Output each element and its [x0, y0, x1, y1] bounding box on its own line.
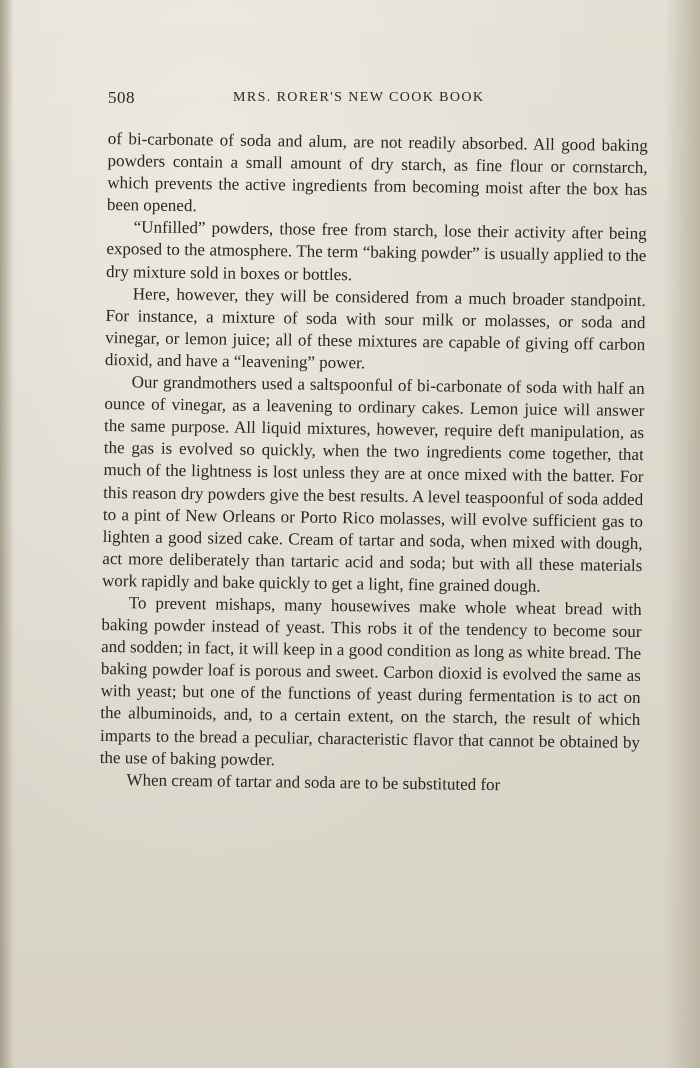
page-header	[108, 88, 648, 110]
paragraph-continued: of bi-carbonate of soda and alum, are not readily absorbed. All good baking powders contain a small amount of dry starch, as fine flour or cornstarch, which prevents the active ingredients from becoming moist after the box has been opened.	[106, 128, 648, 216]
page-edge-shadow	[664, 0, 700, 1068]
paragraph: Our grandmothers used a saltspoonful of bi-carbonate of soda with half an ounce of vinegar, as a leavening to ordinary cakes. Lemon juice will answer the same purpose. All liquid mixtures, however, require deft manipulation, as the gas is evolved so quickly, when the two ingredients come together, that much of the lightness is lost unless they are at once mixed with the batter. For this reason dry powders give the best results. A level teaspoonful of soda added to a pint of New Orleans or Porto Rico molasses, will evolve sufficient gas to lighten a good sized cake. Cream of tartar and soda, when mixed with dough, act more deliberately than tartaric acid and soda; but with all these materials work rapidly and bake quickly to get a light, fine grained dough.	[101, 372, 645, 596]
body-text	[99, 128, 648, 798]
page-number: 508	[108, 88, 135, 107]
page-gutter-shadow	[0, 0, 14, 1068]
paragraph: To prevent mishaps, many housewives make whole wheat bread with baking powder instead of yeast. This robs it of the tendency to become sour and sodden; in fact, it will keep in a good condition as long as white bread. The baking powder loaf is porous and sweet. Carbon dioxid is evolved the same as with yeast; but one of the functions of yeast during fermentation is to act on the albuminoids, and, to a certain extent, on the starch, the result of which imparts to the bread a peculiar, characteristic flavor that cannot be obtained by the use of baking powder.	[99, 593, 642, 769]
running-title: MRS. RORER'S NEW COOK BOOK	[233, 90, 485, 105]
paragraph: Here, however, they will be considered from a much broader standpoint. For instance, a mixture of soda with sour milk or molasses, or soda and vinegar, or lemon juice; all of these mixtures are capable of giving off carbon dioxid, and have a “leavening” power.	[104, 283, 646, 373]
paragraph: When cream of tartar and soda are to be substituted for	[126, 770, 501, 794]
paragraph: “Unfilled” powders, those free from starch, lose their activity after being exposed to the atmosphere. The term “baking powder” is usually applied to the dry mixture sold in boxes or bottles.	[106, 217, 647, 284]
